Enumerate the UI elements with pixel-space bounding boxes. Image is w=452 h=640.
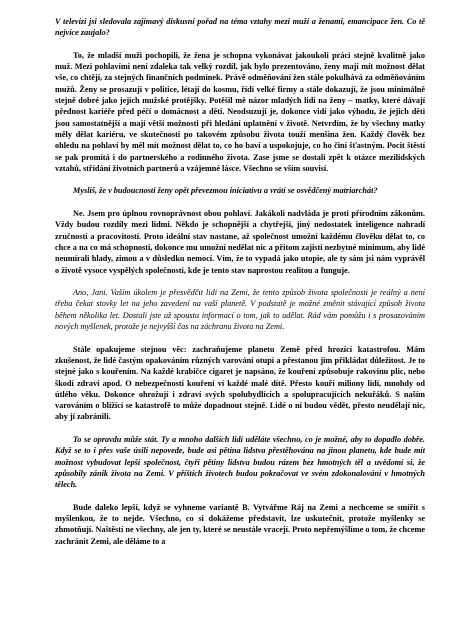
paragraph-question-1: V televizi jsi sledovala zajímavý diskusní pořad na téma vztahy mezi muži a ženami, emancipace žen. Co tě nejvíce zaujalo? (55, 17, 425, 38)
paragraph-gap (55, 423, 425, 434)
paragraph-body-4: Bude daleko lepší, když se vyhneme variantě B. Vytvářme Ráj na Zemi a nechceme se smířit s myšlenkou, že to nejde. Všechno, co si dokážeme představit, lze uskutečnit, protože myšlenky se zhmotňují. Naštěstí ne všechny, ale jen ty, které se neustále vracejí. Proto nepřemýšlíme o tom, že chceme zachránit Zemi, ale děláme to a (55, 502, 425, 546)
paragraph-question-2: Myslíš, že v budoucnosti ženy opět převezmou iniciativu a vrátí se osvědčený matriarchát? (73, 186, 378, 196)
paragraph-body-1: To, že mladší muži pochopili, že žena je schopna vykonávat jakoukoli práci stejně kvalitně jako muž. Mezi pohlavími není zdaleka tak velký rozdíl, jak bylo prezentováno, ženy mají mít možnost dělat vše, co chtějí, za stejných finančních podmínek. Právě odměňování žen stále pokulhává za odměňováním mužů. Ženy se prosazují v politice, létají do kosmu, řídí velké firmy a stále dokazují, že jsou minimálně stejně dobré jako jejich mužské protějšky. Potěšil mě názor mladých lidí na ženy – matky, které dávají přednost kariéře před péčí o domácnost a děti. Neodsuzují je, dokonce vidí jako výhodu, že jejich děti jsou samostatnější a mají větší možnosti při hledání uplatnění v životě. Netvrdím, že by všechny matky měly dělat kariéru, ve skutečnosti po takovém způsobu života touží menšina žen. Každý člověk bez ohledu na pohlaví by měl mít možnost dělat to, co ho baví a uspokojuje, co ho činí šťastným. Pocit štěstí se pak promítá i do partnerského a rodinného života. Zase jsme se dostali zpět k otázce mezilidských vztahů, střídání životních partnerů a vzájemné lásce. Všechno se vším souvisí. (55, 50, 425, 173)
paragraph-gap (55, 174, 425, 185)
paragraph-gap (55, 490, 425, 501)
paragraph-body-2: Ne. Jsem pro úplnou rovnoprávnost obou pohlaví. Jakákoli nadvláda je proti přírodním zákonům. Vždy budou rozdíly mezi lidmi. Někdo je schopnější a chytřejší, jiný nedostatek inteligence nahradí zručností a pracovitostí. Proto ideální stav nastane, až společnost umožní každému člověku dělat to, co chce a na co má schopnosti, dokonce mu umožní nedělat nic a přitom zajistí nezbytné minimum, aby lidé neumírali hlady, zimou a v důsledku nemocí. Vím, že to vypadá jako utopie, ale ty sám jsi nám vyprávěl o životě vysoce vyspělých společností, kde je tento stav naprostou realitou a funguje. (55, 209, 425, 275)
paragraph-answer-1: Ano, Jani. Vaším úkolem je přesvědčit lidi na Zemi, že tento způsob života společnosti je reálný a není třeba čekat stovky let na jeho zavedení na vaší planetě. V podstatě je možné změnit stávající způsob života během několika let. Dostali jste už spoustu informací o tom, jak to udělat. Rád vám pomůžu i s prosazováním nových myšlenek, protože je nejvyšší čas na záchranu života na Zemi. (55, 288, 425, 332)
paragraph-answer-2: To se opravdu může stát. Ty a mnoho dalších lidí uděláte všechno, co je možné, aby to dopadlo dobře. Když se to i přes vaše úsilí nepovede, bude asi pětina lidstva přestěhována na jinou planetu, kde bude mít možnost vybudovat lepší společnost, čtyři pětiny lidstva budou rázem bez hmotných těl a uvědomí si, že způsobily zánik života na Zemi. V příštích životech budou pokračovat ve svém zdokonalování v hmotných tělech. (55, 434, 425, 490)
paragraph-gap (55, 276, 425, 287)
paragraph-body-3: Stále opakujeme stejnou věc: zachraňujeme planetu Země před hrozící katastrofou. Mám zkušenost, že lidé častým opakováním různých varování otupí a přestanou jim přikládat důležitost. Je to stejné jako s kouřením. Na každé krabičce cigaret je napsáno, že kouření způsobuje rakovinu plic, nebo škodí zdraví apod. O nebezpečnosti kouření ví každé malé dítě. Přesto kouří miliony lidí, mnohdy od útlého věku. Dokonce ohrožují i zdraví svých spolubydlících a spolupracujících nekuřáků. S naším varováním o blížící se katastrofě to může dopadnout stejně. Lidé o ní budou vědět, přesto neudělají nic, aby jí zabránili. (55, 344, 425, 422)
paragraph-gap (55, 332, 425, 343)
paragraph-gap (55, 197, 425, 208)
paragraph-gap (55, 39, 425, 50)
